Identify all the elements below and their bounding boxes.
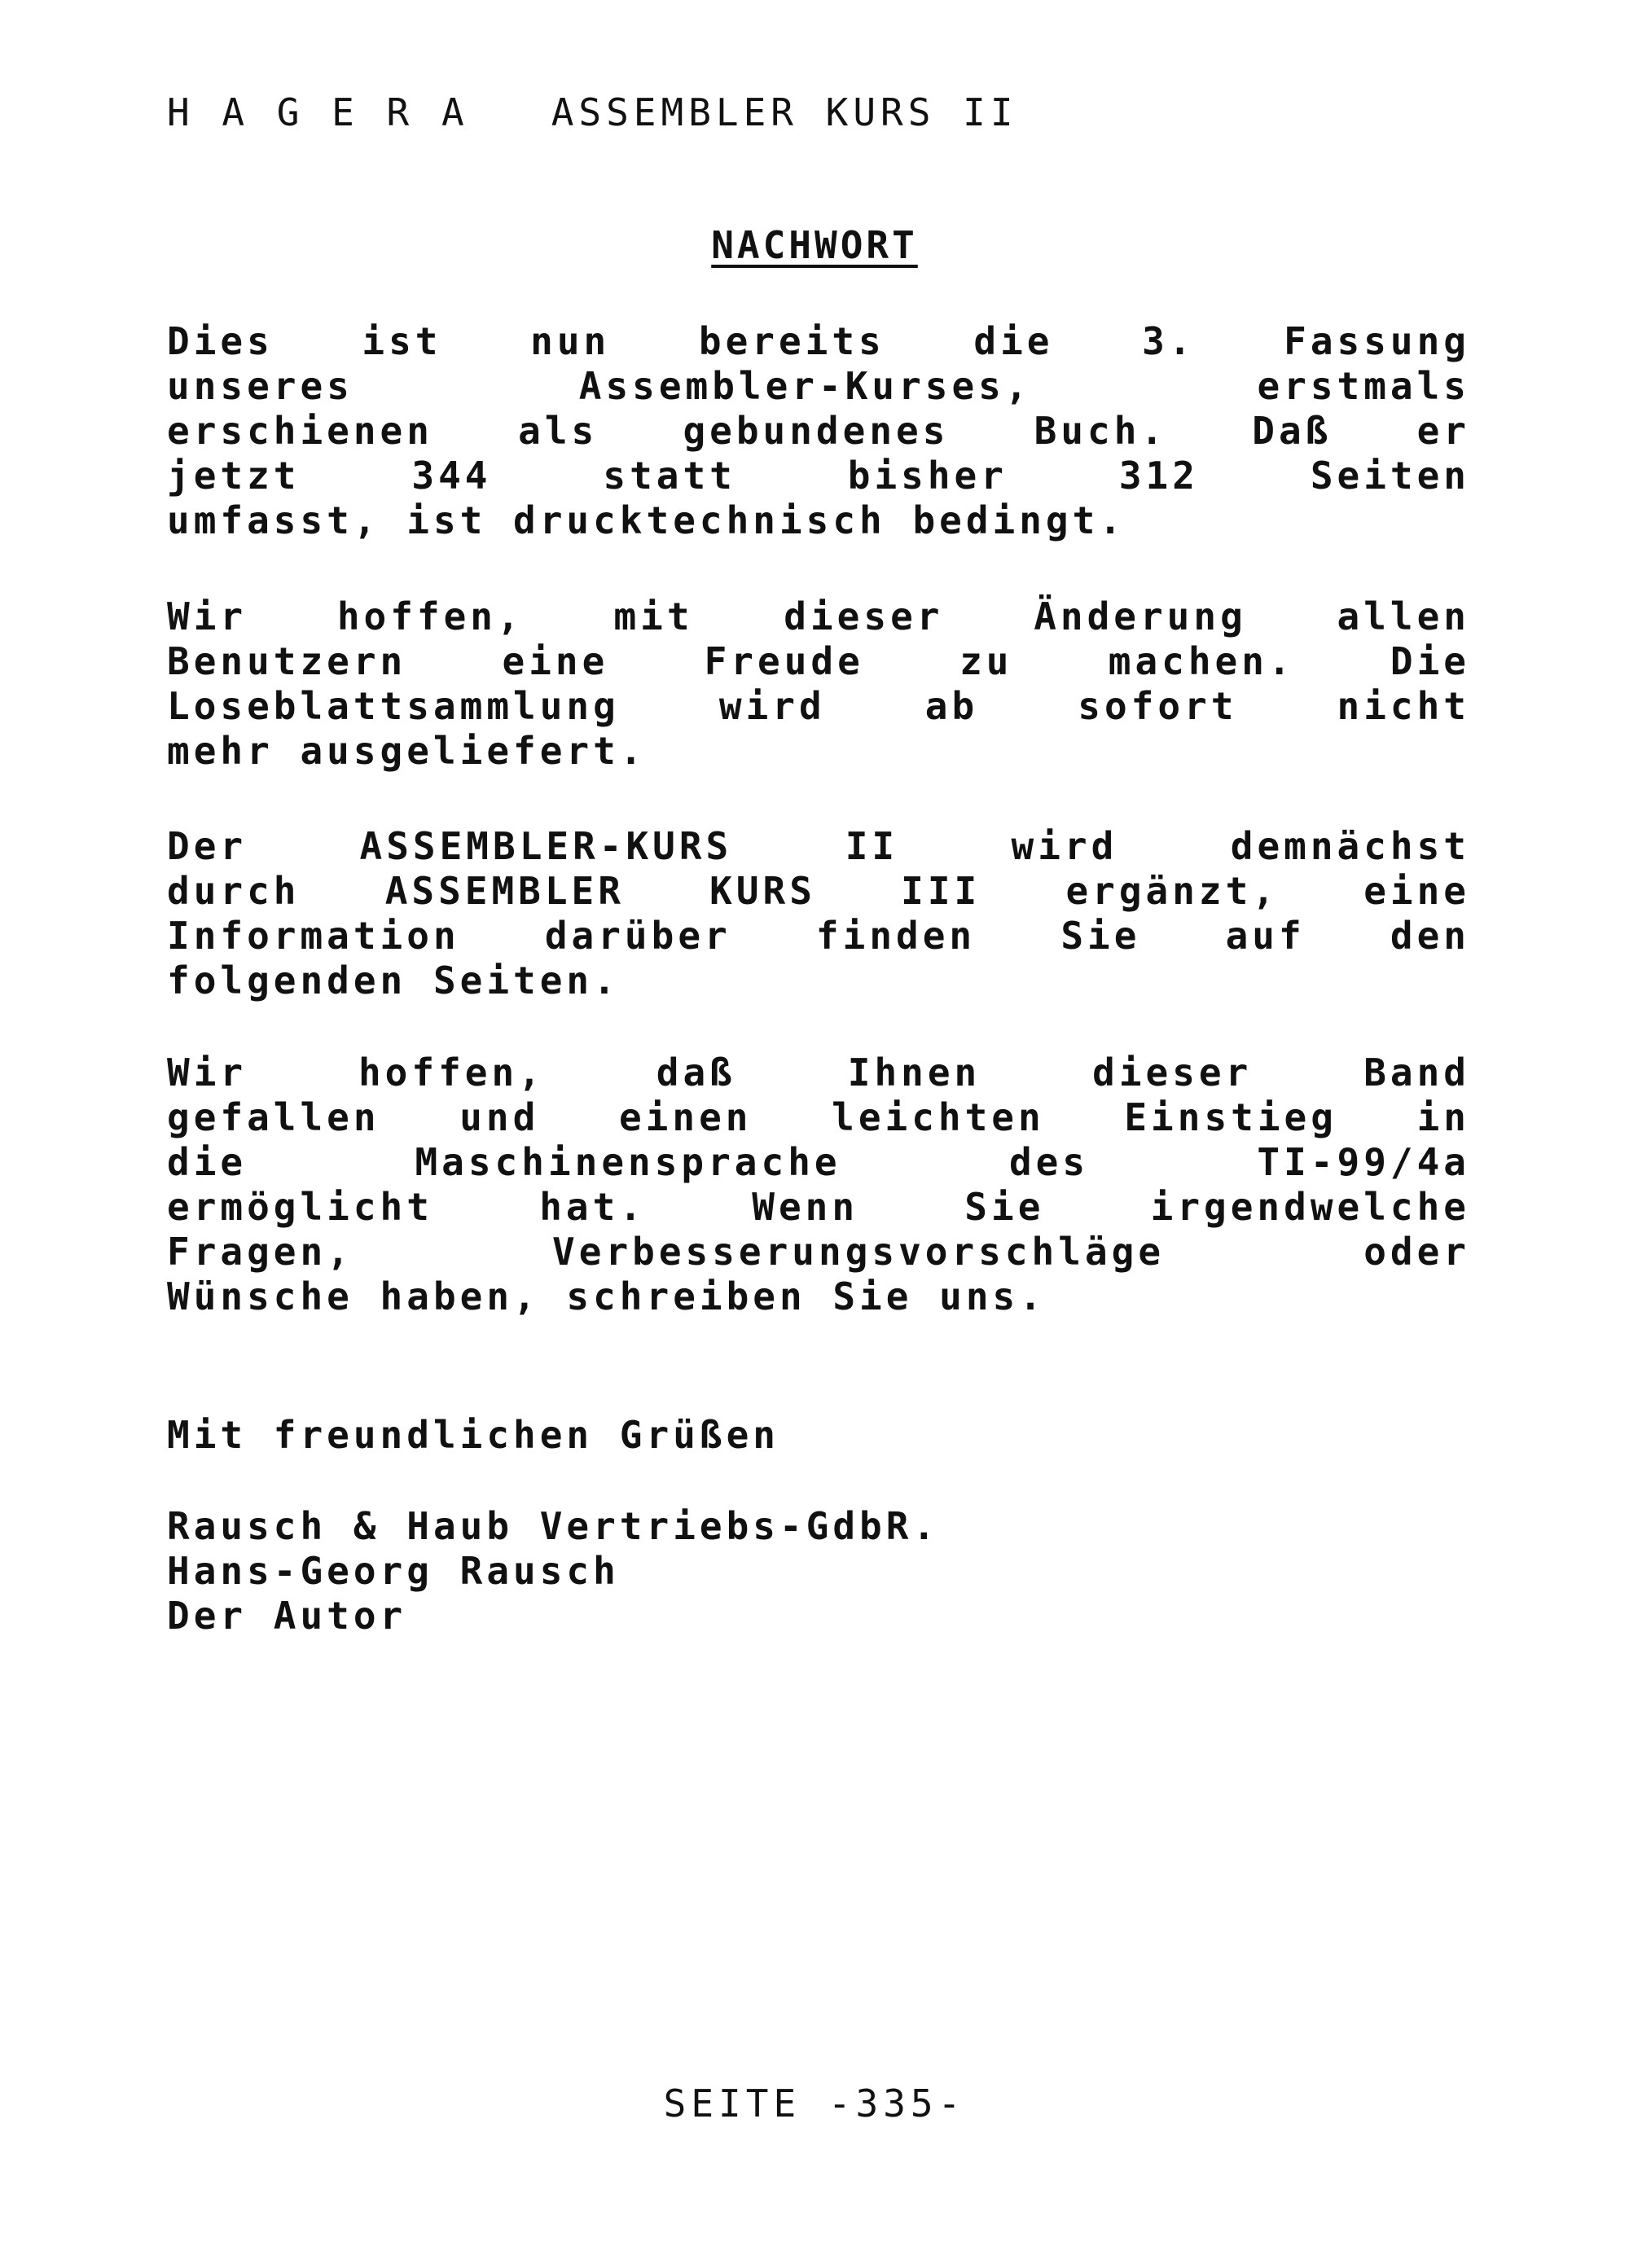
paragraph-line: ermöglicht hat. Wenn Sie irgendwelche: [167, 1185, 1470, 1229]
signature-line: Rausch & Haub Vertriebs-GdbR.: [167, 1504, 940, 1548]
paragraph-line: unseres Assembler-Kurses, erstmals: [167, 364, 1470, 408]
paragraph-line: Benutzern eine Freude zu machen. Die: [167, 639, 1470, 683]
paragraph-line: die Maschinensprache des TI-99/4a: [167, 1140, 1470, 1184]
paragraph-line: Dies ist nun bereits die 3. Fassung: [167, 319, 1470, 363]
paragraph-line: Loseblattsammlung wird ab sofort nicht: [167, 684, 1470, 728]
paragraph-line: mehr ausgeliefert.: [167, 729, 647, 773]
signature: [167, 1504, 939, 1638]
paragraph-line: Wünsche haben, schreiben Sie uns.: [167, 1274, 1046, 1318]
signature-line: Der Autor: [167, 1594, 407, 1638]
signature-line: Hans-Georg Rausch: [167, 1549, 620, 1593]
paragraph-1: [167, 319, 1470, 543]
paragraph-line: erschienen als gebundenes Buch. Daß er: [167, 409, 1470, 453]
paragraph-line: Wir hoffen, daß Ihnen dieser Band: [167, 1051, 1470, 1095]
paragraph-line: Fragen, Verbesserungsvorschläge oder: [167, 1230, 1470, 1274]
paragraph-line: Information darüber finden Sie auf den: [167, 914, 1470, 958]
page-header: H A G E R A ASSEMBLER KURS II: [167, 90, 1018, 134]
paragraph-line: jetzt 344 statt bisher 312 Seiten: [167, 454, 1470, 498]
closing-line: Mit freundlichen Grüßen: [167, 1413, 779, 1457]
paragraph-line: Der ASSEMBLER-KURS II wird demnächst: [167, 824, 1470, 868]
paragraph-line: Wir hoffen, mit dieser Änderung allen: [167, 594, 1470, 638]
page-title: NACHWORT: [711, 223, 918, 267]
paragraph-2: [167, 594, 1470, 774]
paragraph-3: [167, 824, 1470, 1003]
paragraph-line: gefallen und einen leichten Einstieg in: [167, 1095, 1470, 1139]
page-number: SEITE -335-: [663, 2082, 966, 2125]
paragraph-line: durch ASSEMBLER KURS III ergänzt, eine: [167, 869, 1470, 913]
closing: [167, 1413, 779, 1458]
paragraph-line: umfasst, ist drucktechnisch bedingt.: [167, 498, 1126, 542]
paragraph-line: folgenden Seiten.: [167, 959, 620, 1002]
paragraph-4: [167, 1051, 1470, 1319]
